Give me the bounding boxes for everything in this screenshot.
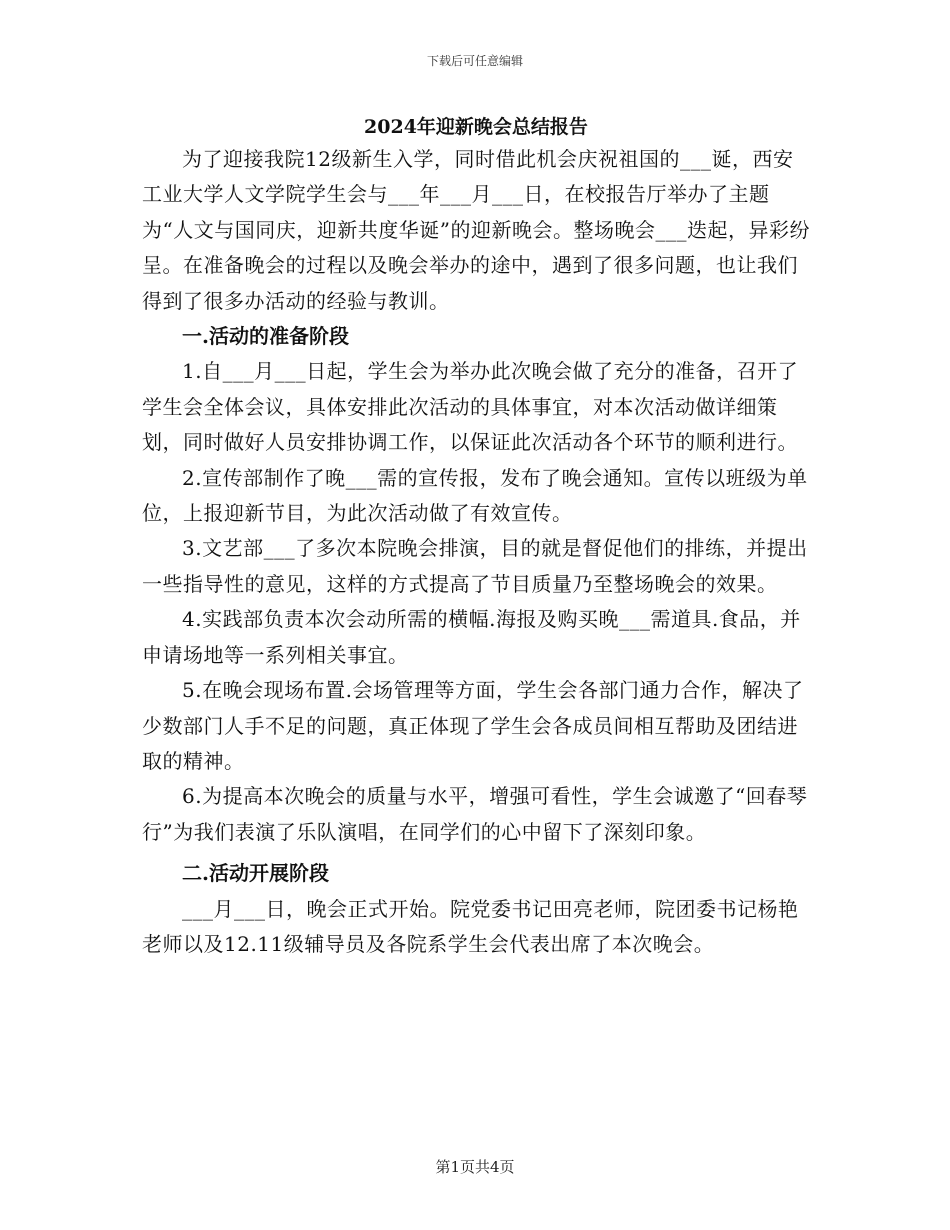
execution-paragraph: ___月___日，晚会正式开始。院党委书记田亮老师，院团委书记杨艳老师以及12.11级辅导员及各院系学生会代表出席了本次晚会。 (142, 896, 799, 956)
list-item-6: 6.为提高本次晚会的质量与水平，增强可看性，学生会诚邀了“回春琴行”为我们表演了乐队演唱，在同学们的心中留下了深刻印象。 (142, 784, 808, 844)
list-item-5: 5.在晚会现场布置.会场管理等方面，学生会各部门通力合作，解决了少数部门人手不足的问题，真正体现了学生会各成员间相互帮助及团结进取的精神。 (142, 678, 804, 773)
page-header-note: 下载后可任意编辑 (426, 54, 523, 68)
document-title: 2024年迎新晚会总结报告 (364, 116, 588, 138)
intro-paragraph: 为了迎接我院12级新生入学，同时借此机会庆祝祖国的___诞，西安工业大学人文学院学生会与___年___月___日，在校报告厅举办了主题为“人文与国同庆，迎新共度华诞”的迎新晚会。整场晚会___迭起，异彩纷呈。在准备晚会的过程以及晚会举办的途中，遇到了很多问题，也让我们得到了很多办活动的经验与教训。 (142, 147, 810, 313)
list-item-2: 2.宣传部制作了晚___需的宣传报，发布了晚会通知。宣传以班级为单位，上报迎新节目，为此次活动做了有效宣传。 (142, 465, 808, 526)
document-body (142, 112, 810, 962)
list-item-1: 1.自___月___日起，学生会为举办此次晚会做了充分的准备，召开了学生会全体会议，具体安排此次活动的具体事宜，对本次活动做详细策划，同时做好人员安排协调工作，以保证此次活动各个环节的顺利进行。 (142, 359, 799, 455)
section-heading-preparation: 一.活动的准备阶段 (182, 324, 349, 349)
page-footer-number: 第1页共4页 (435, 1158, 515, 1176)
section-heading-execution: 二.活动开展阶段 (182, 861, 329, 886)
list-item-3: 3.文艺部___了多次本院晚会排演，目的就是督促他们的排练，并提出一些指导性的意见，这样的方式提高了节目质量乃至整场晚会的效果。 (142, 536, 808, 596)
list-item-4: 4.实践部负责本次会动所需的横幅.海报及购买晚___需道具.食品，并申请场地等一系列相关事宜。 (142, 607, 801, 667)
